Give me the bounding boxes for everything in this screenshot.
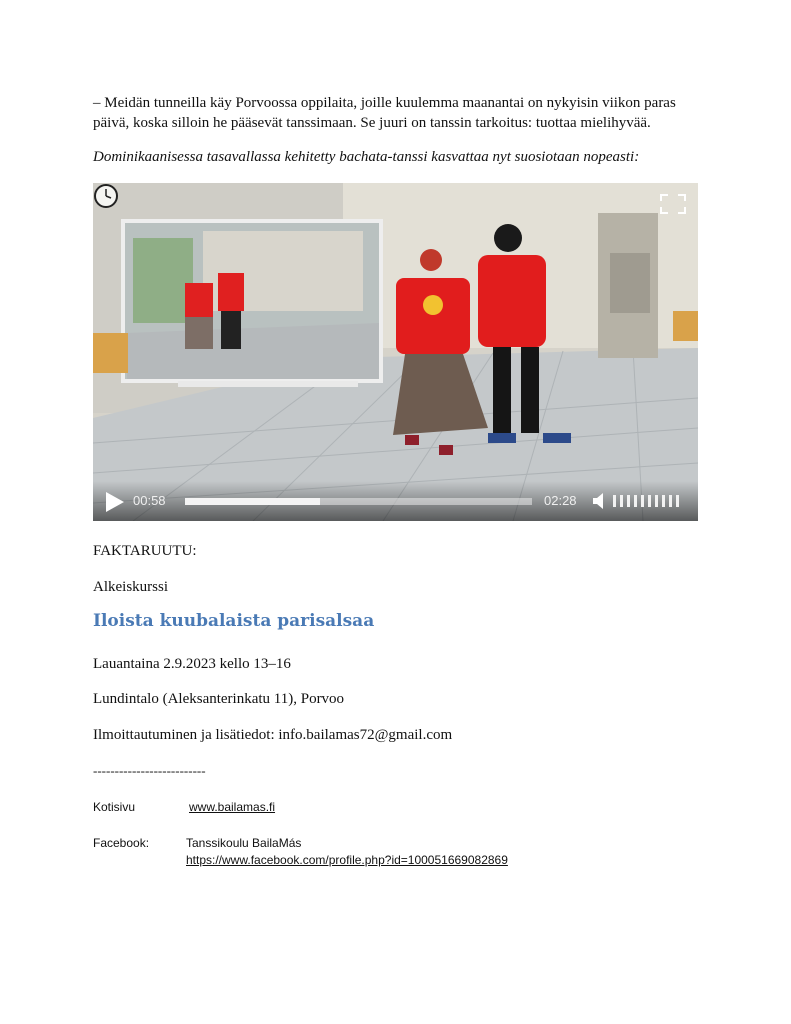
seek-progress [185,498,320,505]
factbox-label: FAKTARUUTU: [93,543,197,559]
facebook-label: Facebook: [93,836,150,850]
course-date: Lauantaina 2.9.2023 kello 13–16 [93,656,291,672]
homepage-link[interactable]: www.bailamas.fi [189,800,276,814]
fullscreen-icon[interactable] [660,194,686,214]
video-frame-dance-scene [93,183,698,521]
course-location: Lundintalo (Aleksanterinkatu 11), Porvoo [93,691,345,707]
facebook-link[interactable]: https://www.facebook.com/profile.php?id=100051669082869 [186,853,508,867]
course-level: Alkeiskurssi [93,579,168,595]
article-lead-in: Dominikaanisessa tasavallassa kehitetty bachata-tanssi kasvattaa nyt suosiotaan nopeasti: [93,149,640,165]
volume-slider[interactable] [613,495,679,507]
play-icon[interactable] [105,491,125,513]
article-paragraph: – Meidän tunneilla käy Porvoossa oppilaita, joille kuulemma maanantai on nykyisin viikon paras päivä, koska silloin he pääsevät tanssimaan. Se juuri on tanssin tarkoitus: tuottaa mielihyvää. [93,95,676,131]
separator-line: -------------------------- [93,763,206,778]
video-controls [93,481,698,521]
current-time: 00:58 [133,493,166,508]
seek-bar[interactable] [185,498,532,505]
course-title: Iloista kuubalaista parisalsaa [93,611,375,631]
homepage-label: Kotisivu [93,800,136,814]
total-duration: 02:28 [544,493,577,508]
volume-icon[interactable] [593,493,607,509]
registration-contact: Ilmoittautuminen ja lisätiedot: info.bailamas72@gmail.com [93,727,453,743]
facebook-page-name: Tanssikoulu BailaMás [186,836,302,850]
video-player[interactable] [93,183,698,521]
